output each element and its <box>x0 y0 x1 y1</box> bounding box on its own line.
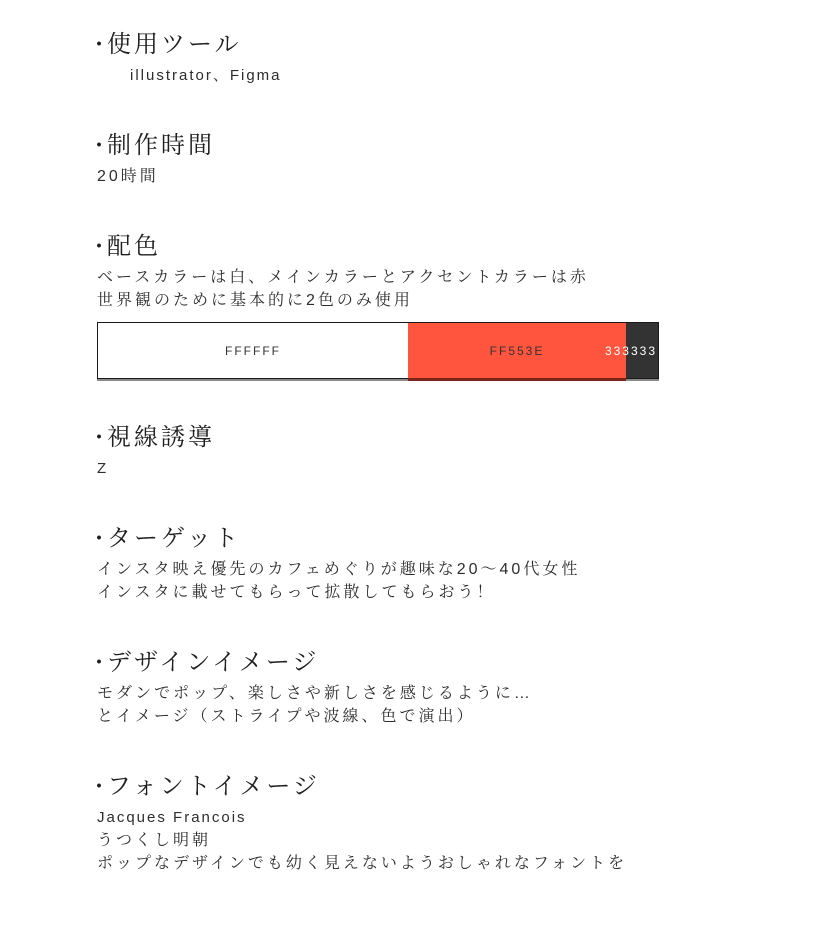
section-heading <box>88 646 793 680</box>
section-body-line: インスタに載せてもらって拡散してもらおう！ <box>97 584 496 601</box>
section-heading <box>88 28 793 62</box>
color-swatch-label: FFFFFF <box>225 343 281 358</box>
color-swatch-white <box>98 323 408 378</box>
section-body <box>97 165 793 188</box>
section-body <box>97 64 793 87</box>
bullet-icon: ・ <box>88 234 111 259</box>
section-heading <box>88 421 793 455</box>
section-body-line: 世界観のために基本的に2色のみ使用 <box>97 292 413 309</box>
section-body-line: うつくし明朝 <box>97 832 212 849</box>
section-tools <box>88 28 793 87</box>
section-body <box>97 457 793 480</box>
section-body-line: ベースカラーは白、メインカラーとアクセントカラーは赤 <box>97 269 589 286</box>
color-swatch-red <box>408 323 626 378</box>
color-palette-bar <box>97 322 659 379</box>
section-body <box>97 266 793 312</box>
section-body-line: インスタ映え優先のカフェめぐりが趣味な20〜40代女性 <box>97 561 581 578</box>
section-title: 視線誘導 <box>107 424 215 451</box>
section-eye-flow <box>88 421 793 480</box>
section-title: フォントイメージ <box>107 773 320 800</box>
section-production-time <box>88 129 793 188</box>
section-heading <box>88 129 793 163</box>
bullet-icon: ・ <box>88 526 111 551</box>
section-body-line: Jacques Francois <box>97 809 247 826</box>
section-title: 制作時間 <box>107 132 215 159</box>
section-title: デザインイメージ <box>107 649 320 676</box>
section-heading <box>88 770 793 804</box>
section-heading <box>88 230 793 264</box>
section-target <box>88 522 793 604</box>
color-swatch-label: FF553E <box>489 343 545 358</box>
bullet-icon: ・ <box>88 650 111 675</box>
section-body <box>97 558 793 604</box>
bullet-icon: ・ <box>88 133 111 158</box>
section-title: 配色 <box>107 233 161 260</box>
section-color-scheme <box>88 230 793 379</box>
section-body-line: ポップなデザインでも幼く見えないようおしゃれなフォントを <box>97 855 628 872</box>
bullet-icon: ・ <box>88 32 111 57</box>
section-font-image <box>88 770 793 875</box>
section-body-line: illustrator、Figma <box>130 67 282 84</box>
color-swatch-dark <box>604 323 658 378</box>
section-body <box>97 682 793 728</box>
section-heading <box>88 522 793 556</box>
section-design-image <box>88 646 793 728</box>
bullet-icon: ・ <box>88 425 111 450</box>
color-swatch-label: 333333 <box>604 343 657 358</box>
section-body-line: とイメージ（ストライプや波線、色で演出） <box>97 708 476 725</box>
section-body-line: 20時間 <box>97 168 159 185</box>
section-body <box>97 806 793 875</box>
section-title: ターゲット <box>107 525 242 552</box>
section-title: 使用ツール <box>107 31 242 58</box>
section-body-line: モダンでポップ、楽しさや新しさを感じるように… <box>97 685 533 702</box>
section-body-line: Z <box>97 460 109 477</box>
bullet-icon: ・ <box>88 774 111 799</box>
